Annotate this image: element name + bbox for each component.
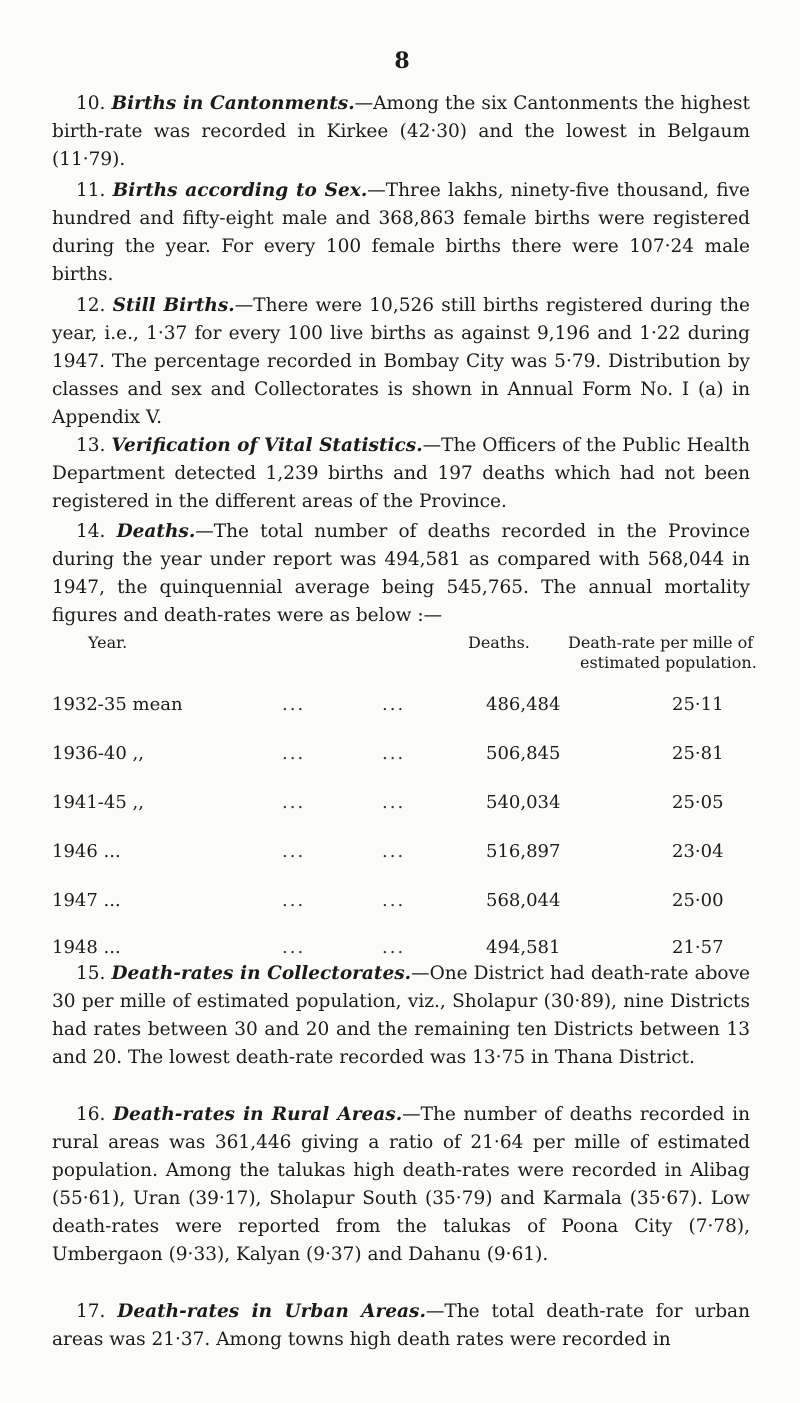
table-header-year: Year. (88, 633, 128, 652)
paragraph-heading: Death-rates in Urban Areas. (117, 1301, 426, 1322)
paragraph-number: 12. (76, 295, 106, 316)
year-cell: 1948 ... (52, 937, 121, 958)
paragraph-heading: Births according to Sex. (112, 180, 368, 201)
table-header-deaths: Deaths. (468, 633, 530, 652)
year-cell: 1941-45 ,, (52, 792, 144, 813)
paragraph-heading: Still Births. (112, 295, 235, 316)
leader-dots: ... (282, 841, 306, 862)
table-row (52, 934, 752, 962)
rate-cell: 23·04 (672, 841, 724, 862)
year-cell: 1932-35 mean (52, 694, 183, 715)
leader-dots: ... (282, 890, 306, 911)
deaths-cell: 494,581 (486, 937, 561, 958)
paragraph-number: 13. (76, 435, 106, 456)
paragraph-number: 17. (76, 1301, 106, 1322)
leader-dots: ... (382, 890, 406, 911)
table-header-rate-line1: Death-rate per mille of (568, 633, 754, 652)
paragraph-15 (52, 960, 750, 1072)
leader-dots: ... (282, 792, 306, 813)
paragraph-text: —The number of deaths recorded in rural areas was 361,446 giving a ratio of 21·64 per mille of estimated population. Among the talukas high death-rates were recorded in Alibag (55·61), Uran (39·17), Sholapur South (35·79) and Karmala (35·67). Low death-rates were reported from the talukas of Poona City (7·78), Umbergaon (9·33), Kalyan (9·37) and Dahanu (9·61). (52, 1104, 751, 1265)
paragraph-text: —The total death-rate for urban areas was 21·37. Among towns high death rates were recorded in (52, 1301, 750, 1350)
paragraph-text: —Among the six Cantonments the highest birth-rate was recorded in Kirkee (42·30) and the lowest in Belgaum (11·79). (52, 93, 750, 170)
rate-cell: 21·57 (672, 937, 724, 958)
paragraph-text: —One District had death-rate above 30 per mille of estimated population, viz., Sholapur (30·89), nine Districts had rates between 30 and 20 and the remaining ten Districts between 13 and 20. The lowest death-rate recorded was 13·75 in Thana District. (52, 963, 750, 1068)
paragraph-number: 10. (76, 93, 106, 114)
leader-dots: ... (382, 937, 406, 958)
deaths-cell: 486,484 (486, 694, 561, 715)
deaths-cell: 568,044 (486, 890, 561, 911)
year-cell: 1946 ... (52, 841, 121, 862)
table-row (52, 691, 752, 719)
rate-cell: 25·05 (672, 792, 724, 813)
rate-cell: 25·81 (672, 743, 724, 764)
paragraph-text: —There were 10,526 still births registered during the year, i.e., 1·37 for every 100 live births as against 9,196 and 1·22 during 1947. The percentage recorded in Bombay City was 5·79. Distribution by classes and sex and Collectorates is shown in Annual Form No. I (a) in Appendix V. (52, 295, 750, 428)
table-row (52, 740, 752, 768)
paragraph-number: 11. (76, 180, 106, 201)
paragraph-17 (52, 1298, 750, 1354)
table-row (52, 789, 752, 817)
paragraph-heading: Births in Cantonments. (111, 93, 355, 114)
paragraph-heading: Death-rates in Rural Areas. (113, 1104, 403, 1125)
leader-dots: ... (282, 937, 306, 958)
paragraph-heading: Verification of Vital Statistics. (111, 435, 423, 456)
leader-dots: ... (282, 694, 306, 715)
deaths-cell: 540,034 (486, 792, 561, 813)
paragraph-number: 14. (76, 521, 106, 542)
table-row (52, 838, 752, 866)
paragraph-text: —The Officers of the Public Health Department detected 1,239 births and 197 deaths which had not been registered in the different areas of the Province. (52, 435, 750, 512)
paragraph-16 (52, 1101, 750, 1269)
paragraph-number: 16. (76, 1104, 106, 1125)
paragraph-14 (52, 518, 750, 630)
leader-dots: ... (382, 694, 406, 715)
table-row (52, 887, 752, 915)
paragraph-text: —Three lakhs, ninety-five thousand, five hundred and fifty-eight male and 368,863 female births were registered during the year. For every 100 female births there were 107·24 male births. (52, 180, 750, 285)
leader-dots: ... (382, 841, 406, 862)
leader-dots: ... (382, 792, 406, 813)
table-header-rate-line2: estimated population. (580, 653, 757, 672)
leader-dots: ... (382, 743, 406, 764)
paragraph-12 (52, 292, 750, 432)
page-number: 8 (394, 48, 410, 74)
year-cell: 1947 ... (52, 890, 121, 911)
paragraph-text: —The total number of deaths recorded in the Province during the year under report was 494,581 as compared with 568,044 in 1947, the quinquennial average being 545,765. The annual mortality figures and death-rates were as below :— (52, 521, 750, 626)
paragraph-heading: Deaths. (116, 521, 196, 542)
rate-cell: 25·00 (672, 890, 724, 911)
paragraph-number: 15. (76, 963, 106, 984)
paragraph-heading: Death-rates in Collectorates. (111, 963, 412, 984)
year-cell: 1936-40 ,, (52, 743, 144, 764)
rate-cell: 25·11 (672, 694, 724, 715)
deaths-cell: 516,897 (486, 841, 561, 862)
paragraph-13 (52, 432, 750, 516)
leader-dots: ... (282, 743, 306, 764)
paragraph-10 (52, 90, 750, 174)
paragraph-11 (52, 177, 750, 289)
deaths-cell: 506,845 (486, 743, 561, 764)
